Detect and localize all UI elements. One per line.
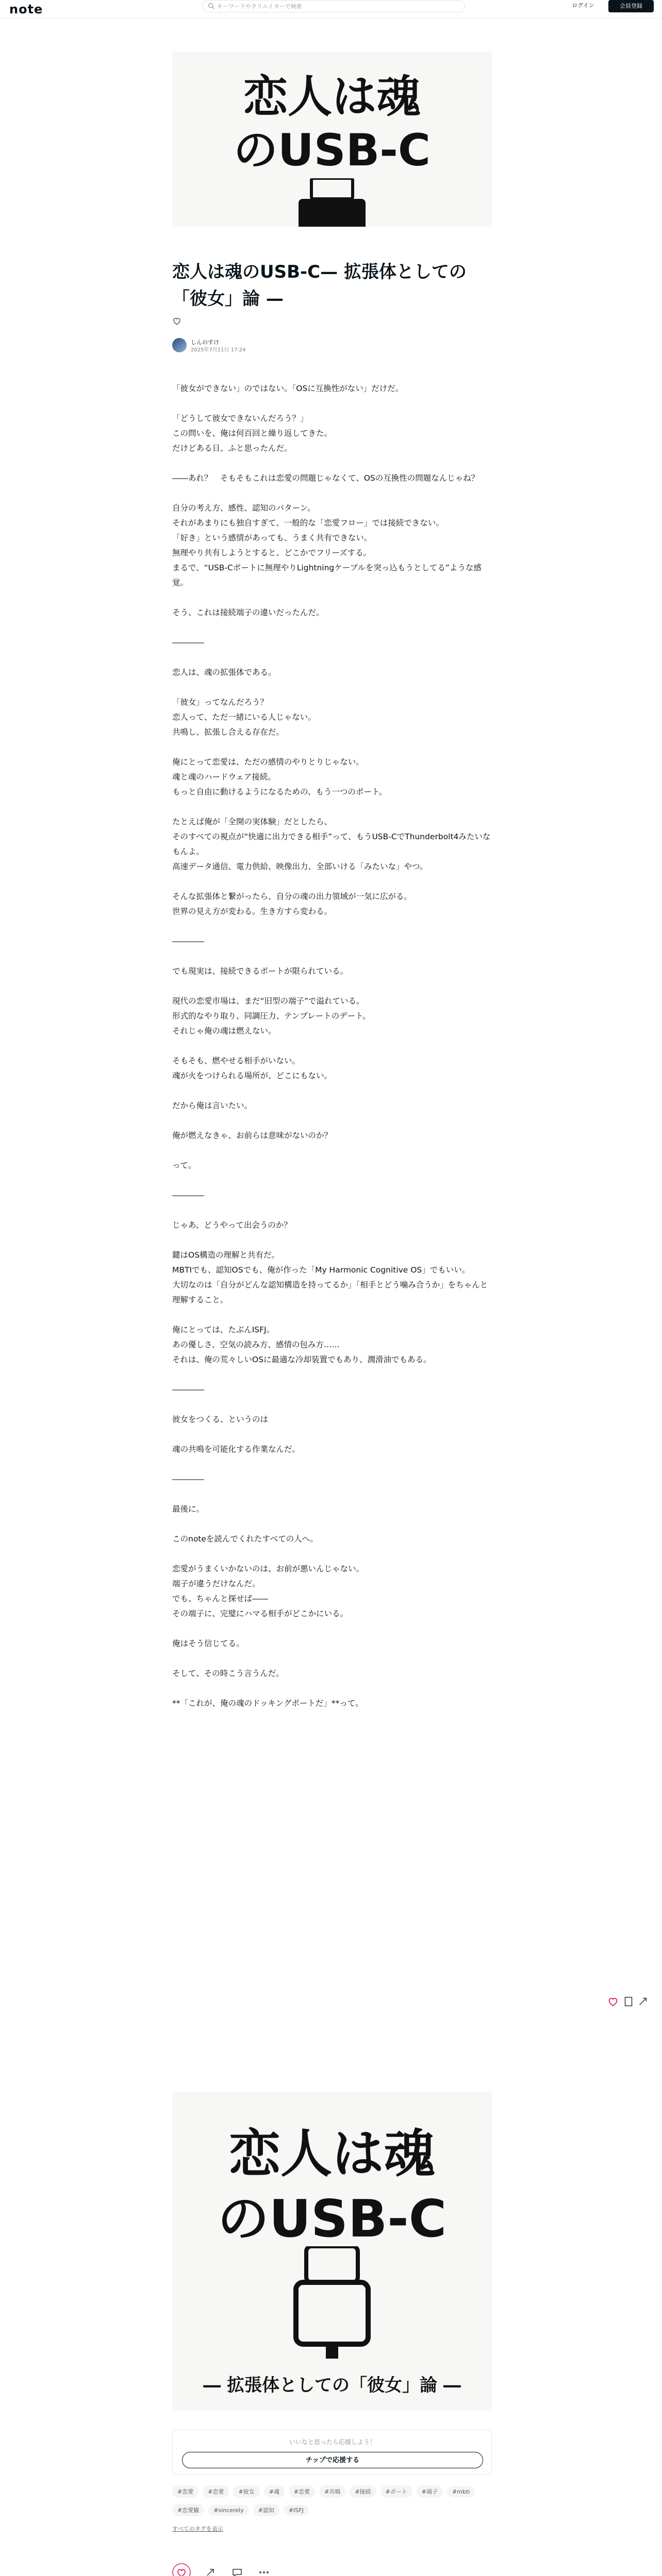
hashtag[interactable]: #認知 [253, 2504, 279, 2516]
article-paragraph: あの優しさ、空気の読み方、感情の包み方…… [172, 1340, 340, 1349]
article-paragraph: 無理やり共有しようとすると、どこかでフリーズする。 [172, 548, 372, 557]
article-body [172, 381, 492, 1711]
article-paragraph [172, 1039, 492, 1054]
article-paragraph: まるで、“USB-Cポートに無理やりLightningケーブルを突っ込もうとしてる”ような感覚。 [172, 563, 482, 587]
article-paragraph: ―――― [172, 1385, 204, 1394]
bookmark-icon[interactable] [623, 1996, 634, 2007]
article-paragraph: 「好き」という感情があっても、うまく共有できない。 [172, 533, 372, 543]
site-header [0, 0, 662, 19]
article-paragraph [172, 1173, 492, 1188]
article-paragraph: ―――― [172, 937, 204, 946]
hashtag[interactable]: #ポート [380, 2485, 412, 2498]
article-paragraph: 現代の恋愛市場は、まだ“旧型の端子”で溢れている。 [172, 996, 365, 1006]
article-paragraph: 「どうして彼女できないんだろう？」 [172, 414, 308, 423]
hero-text-line1: 恋人は魂 [243, 71, 421, 123]
support-box [172, 2430, 492, 2475]
article-paragraph [172, 456, 492, 471]
hashtag[interactable]: #魂 [264, 2485, 285, 2498]
article-paragraph: 「彼女ができない」のではない。「OSに互換性がない」だけだ。 [172, 384, 404, 393]
article-paragraph: 世界の見え方が変わる。生き方すら変わる。 [172, 907, 333, 916]
article-paragraph [172, 1427, 492, 1442]
hashtag[interactable]: #mbti [447, 2486, 475, 2497]
bottom-hero-subtitle: ― 拡張体としての「彼女」論 ― [203, 2375, 461, 2396]
login-link[interactable]: ログイン [572, 2, 594, 9]
article-paragraph: って。 [172, 1161, 196, 1170]
article-paragraph [172, 1113, 492, 1128]
hero-text-line2: のUSB-C [233, 125, 431, 176]
bottom-hero-image [172, 2092, 492, 2411]
article-paragraph [172, 919, 492, 934]
bottom-hero-line1: 恋人は魂 [229, 2124, 435, 2184]
hero-image [172, 52, 492, 227]
heart-icon[interactable] [607, 1996, 619, 2007]
article-paragraph [172, 1083, 492, 1098]
search-icon [208, 3, 214, 9]
article-paragraph [172, 1487, 492, 1502]
hashtag[interactable]: #彼女 [233, 2485, 259, 2498]
hashtag[interactable]: #接続 [350, 2485, 376, 2498]
article-paragraph: この問いを、俺は何百回と繰り返してきた。 [172, 429, 333, 438]
hashtag[interactable]: #恋愛観 [172, 2504, 204, 2516]
article-paragraph: 恋人って、ただ一緒にいる人じゃない。 [172, 713, 316, 722]
usb-c-plug-icon [296, 178, 368, 227]
action-bar [172, 2563, 296, 2576]
article-paragraph: 形式的なやり取り、同調圧力、テンプレートのデート。 [172, 1011, 371, 1021]
hashtag[interactable]: #ISFJ [284, 2505, 309, 2516]
article-paragraph: ―――― [172, 1191, 204, 1200]
article-paragraph: そして、その時こう言うんだ。 [172, 1669, 284, 1678]
author-avatar[interactable] [172, 338, 187, 352]
comment-icon[interactable] [228, 2563, 246, 2576]
article-paragraph: でも、ちゃんと探せば―― [172, 1594, 269, 1603]
article-paragraph: MBTIでも、認知OSでも、俺が作った「My Harmonic Cognitive OS」でもいい。 [172, 1265, 470, 1275]
article-paragraph [172, 1203, 492, 1218]
show-all-tags-link[interactable]: すべてのタグを表示 [172, 2526, 223, 2532]
article-paragraph: たとえば俺が「全開の実体験」だとしたら、 [172, 817, 333, 826]
more-icon[interactable] [255, 2563, 273, 2576]
article-paragraph [172, 1457, 492, 1472]
article-paragraph: だから俺は言いたい。 [172, 1101, 253, 1110]
note-logo[interactable]: note [9, 2, 43, 16]
article-paragraph: 「彼女」ってなんだろう？ [172, 698, 269, 707]
article-paragraph [172, 620, 492, 635]
article-paragraph: 高速データ通信、電力供給、映像出力、全部いける「みたいな」やつ。 [172, 862, 428, 871]
article-paragraph [172, 1517, 492, 1532]
article-paragraph [172, 1547, 492, 1562]
tip-label: チップで応援する [305, 2456, 359, 2464]
article-paragraph: 自分の考え方、感性、認知のパターン。 [172, 503, 316, 513]
article-paragraph [172, 949, 492, 964]
article-paragraph [172, 1651, 492, 1666]
hashtag[interactable]: #恋愛 [289, 2485, 315, 2498]
article-paragraph: 魂と魂のハードウェア接続。 [172, 772, 276, 782]
article-paragraph: ―――― [172, 638, 204, 647]
article-paragraph: その端子に、完璧にハマる相手がどこかにいる。 [172, 1609, 349, 1618]
publish-date: 2025年7月11日 17:24 [191, 347, 246, 353]
article-paragraph: 俺にとっては、たぶんISFJ。 [172, 1325, 275, 1334]
article-paragraph: 恋人は、魂の拡張体である。 [172, 668, 276, 677]
author-name[interactable]: しんのすけ [191, 339, 219, 346]
article-paragraph [172, 1233, 492, 1248]
article-paragraph [172, 650, 492, 665]
article-paragraph: 俺が燃えなきゃ、お前らは意味がないのか？ [172, 1131, 333, 1140]
article-paragraph: このnoteを読んでくれたすべての人へ。 [172, 1534, 318, 1544]
article-paragraph: 俺はそう信じてる。 [172, 1639, 244, 1648]
article-paragraph: それじゃ俺の魂は燃えない。 [172, 1026, 276, 1036]
hashtag[interactable]: #sincerely [208, 2505, 249, 2516]
like-button[interactable] [172, 2563, 191, 2576]
author-row[interactable] [172, 338, 378, 353]
hashtag[interactable]: #恋愛 [172, 2485, 198, 2498]
tip-button[interactable] [182, 2452, 483, 2468]
article-paragraph: そう、これは接続端子の違いだったんだ。 [172, 608, 324, 617]
article-paragraph [172, 1143, 492, 1158]
hashtag[interactable]: #端子 [417, 2485, 443, 2498]
article-paragraph: そのすべての視点が“快適に出力できる相手”って、もうUSB-CでThunderbolt4みたいなもんよ。 [172, 832, 491, 856]
article-paragraph: もっと自由に動けるようになるための、もう一つのポート。 [172, 787, 387, 796]
article-paragraph: そんな拡張体と繋がったら、自分の魂の出力領域が一気に広がる。 [172, 892, 412, 901]
bottom-hero-line2: のUSB-C [217, 2189, 447, 2249]
hashtag[interactable]: #共鳴 [319, 2485, 345, 2498]
article-paragraph: 俺にとって恋愛は、ただの感情のやりとりじゃない。 [172, 757, 364, 767]
tag-list [172, 2485, 492, 2522]
floating-actions [607, 1996, 649, 2008]
article-paragraph [172, 979, 492, 994]
article-paragraph [172, 590, 492, 605]
share-icon[interactable] [201, 2563, 220, 2576]
article-title: 恋人は魂のUSB-C— 拡張体としての「彼女」論 — [172, 262, 467, 309]
heart-icon[interactable] [172, 316, 181, 326]
hashtag[interactable]: #恋愛 [203, 2485, 229, 2498]
article-paragraph: ―――― [172, 1475, 204, 1484]
article-paragraph: それは、俺の荒々しいOSに最適な冷却装置でもあり、潤滑油でもある。 [172, 1355, 432, 1364]
article-paragraph: そもそも、燃やせる相手がいない。 [172, 1056, 301, 1065]
article-paragraph [172, 1621, 492, 1636]
article-paragraph [172, 1397, 492, 1412]
article-paragraph: **「これが、俺の魂のドッキングポートだ」**って。 [172, 1699, 363, 1708]
article-paragraph [172, 800, 492, 815]
article-paragraph [172, 1681, 492, 1696]
article-paragraph [172, 1367, 492, 1382]
article-paragraph [172, 486, 492, 501]
article-paragraph: 最後に。 [172, 1504, 205, 1514]
support-question: いいなと思ったら応援しよう！ [289, 2438, 376, 2446]
search-box[interactable] [202, 0, 465, 12]
article-paragraph: 端子が違うだけなんだ。 [172, 1579, 260, 1588]
article-paragraph: じゃあ、どうやって出会うのか？ [172, 1221, 292, 1230]
article-paragraph: 恋愛がうまくいかないのは、お前が悪いんじゃない。 [172, 1564, 365, 1573]
article-paragraph: 鍵はOS構造の理解と共有だ。 [172, 1250, 280, 1260]
article-paragraph: 魂の共鳴を可能化する作業なんだ。 [172, 1445, 301, 1454]
share-icon[interactable] [637, 1996, 649, 2007]
article-paragraph: ――あれ？ そもそもこれは恋愛の問題じゃなくて、OSの互換性の問題なんじゃね？ [172, 473, 479, 483]
article-paragraph [172, 740, 492, 755]
article-paragraph [172, 396, 492, 411]
article-paragraph: それがあまりにも独自すぎて、一般的な「恋愛フロー」では接続できない。 [172, 518, 444, 528]
article-paragraph: 共鳴し、拡張し合える存在だ。 [172, 727, 285, 737]
usb-c-plug-icon [291, 2246, 373, 2360]
article-paragraph: 彼女をつくる、というのは [172, 1415, 269, 1424]
signup-button[interactable]: 会員登録 [608, 0, 654, 12]
article-paragraph: 大切なのは「自分がどんな認知構造を持ってるか」「相手とどう噛み合うか」をちゃんと理解すること。 [172, 1280, 488, 1304]
article-paragraph: でも現実は、接続できるポートが限られている。 [172, 967, 349, 976]
article-paragraph [172, 680, 492, 695]
article-paragraph [172, 874, 492, 889]
search-placeholder: キーワードやクリエイターで検索 [217, 3, 302, 10]
article-paragraph: だけどある日、ふと思ったんだ。 [172, 444, 292, 453]
article-paragraph: 魂が火をつけられる場所が、どこにもない。 [172, 1071, 333, 1080]
article-paragraph [172, 1308, 492, 1323]
